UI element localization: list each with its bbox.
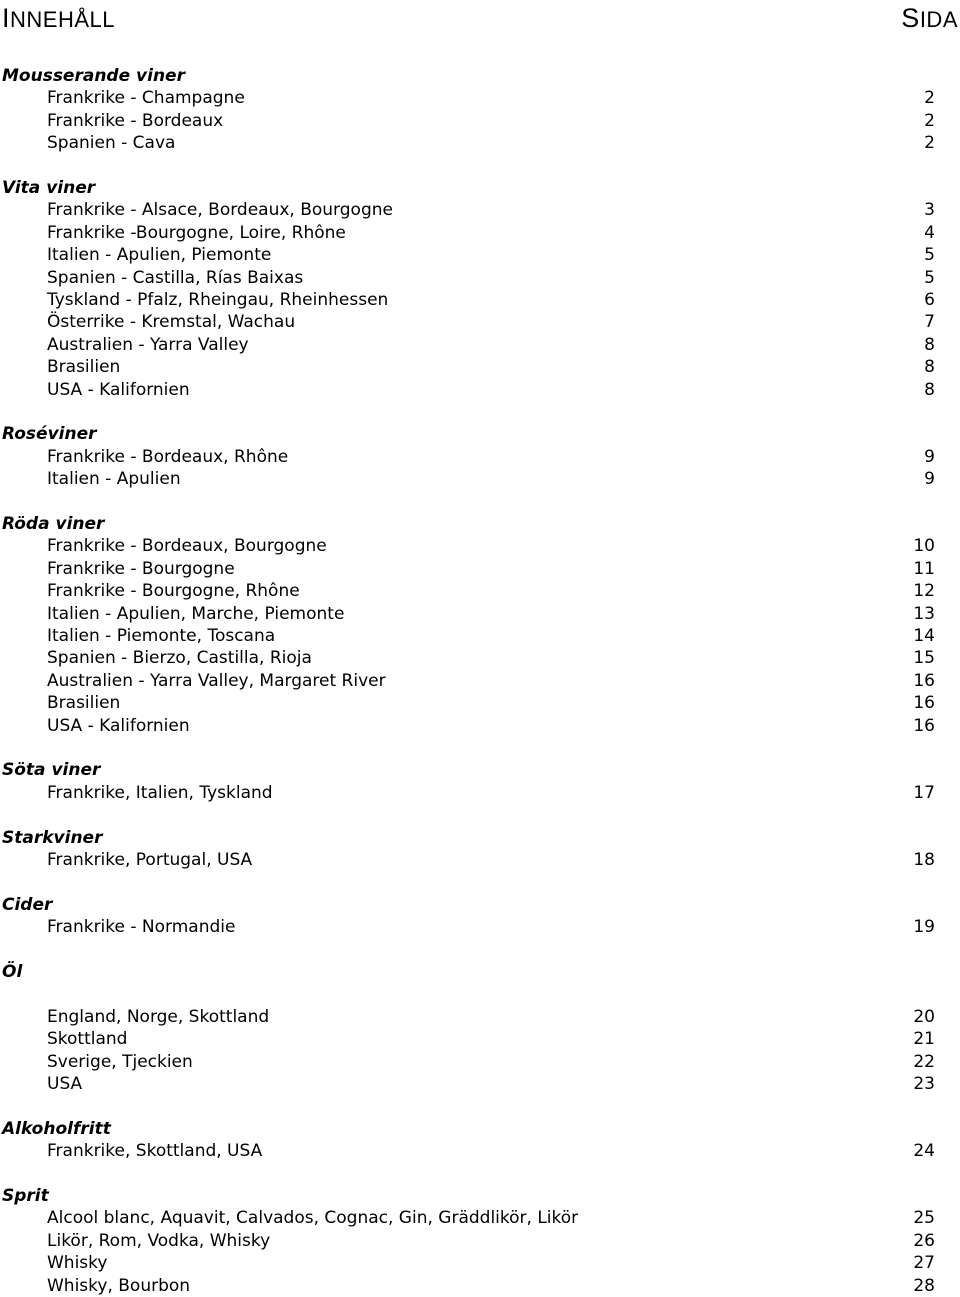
section-heading: Mousserande viner	[2, 66, 185, 86]
section-heading-row	[0, 423, 960, 445]
toc-entry-page-number: 16	[913, 693, 935, 714]
toc-entry[interactable]	[0, 379, 960, 401]
toc-entry-page-number: 5	[924, 245, 935, 266]
toc-entry[interactable]	[0, 311, 960, 333]
toc-entry-page-number: 18	[913, 850, 935, 870]
toc-entry[interactable]	[0, 1051, 960, 1073]
toc-entry-label: Frankrike - Bourgogne	[47, 558, 235, 579]
toc-entry-label: Alcool blanc, Aquavit, Calvados, Cognac, Gin, Gräddlikör, Likör	[47, 1208, 579, 1229]
toc-entry-page-number: 10	[913, 536, 935, 557]
toc-entry-label: Frankrike, Portugal, USA	[47, 850, 253, 870]
toc-entry[interactable]	[0, 289, 960, 311]
section-heading-row	[0, 1118, 960, 1140]
toc-entry-page-number: 19	[913, 917, 935, 938]
page-heading-rest: IDA	[919, 7, 958, 32]
toc-entry-page-number: 2	[924, 88, 935, 109]
toc-entry[interactable]	[0, 267, 960, 289]
toc-entry-label: Italien - Apulien, Marche, Piemonte	[47, 603, 345, 624]
toc-entry-label: USA - Kalifornien	[47, 715, 190, 736]
toc-entry-page-number: 8	[924, 334, 935, 355]
toc-entry-label: Frankrike - Champagne	[47, 88, 245, 109]
toc-entry-label: Spanien - Cava	[47, 133, 176, 154]
toc-entry[interactable]	[0, 916, 960, 938]
toc-entry-label: Tyskland - Pfalz, Rheingau, Rheinhessen	[47, 290, 389, 310]
toc-entry-label: Sverige, Tjeckien	[47, 1051, 193, 1072]
toc-entry[interactable]	[0, 1207, 960, 1229]
toc-entry[interactable]	[0, 1252, 960, 1274]
toc-entry-label: Spanien - Bierzo, Castilla, Rioja	[47, 648, 312, 669]
toc-entry-page-number: 28	[913, 1275, 935, 1296]
toc-entry-label: Whisky	[47, 1253, 108, 1274]
section-heading: Cider	[2, 894, 53, 915]
toc-entry-label: Skottland	[47, 1029, 128, 1050]
toc-entry-page-number: 25	[913, 1208, 935, 1229]
toc-entry-label: Frankrike - Bordeaux, Rhône	[47, 446, 289, 467]
toc-entry-page-number: 2	[924, 110, 935, 131]
toc-entry-label: Frankrike, Skottland, USA	[47, 1141, 263, 1162]
toc-entry-page-number: 27	[913, 1253, 935, 1274]
section-heading-row	[0, 961, 960, 983]
toc-entry-label: Österrike - Kremstal, Wachau	[47, 312, 296, 333]
toc-entry-page-number: 12	[913, 581, 935, 602]
toc-entry-page-number: 22	[913, 1051, 935, 1072]
section-heading: Sprit	[2, 1186, 49, 1206]
section-heading-row	[0, 177, 960, 199]
toc-entry-label: Whisky, Bourbon	[47, 1275, 191, 1296]
toc-entry-page-number: 24	[913, 1141, 935, 1162]
toc-entry-page-number: 14	[913, 626, 935, 646]
section-heading-row	[0, 65, 960, 87]
toc-entry[interactable]	[0, 87, 960, 109]
toc-entry[interactable]	[0, 603, 960, 625]
toc-entry[interactable]	[0, 356, 960, 378]
toc-entry-page-number: 21	[913, 1029, 935, 1050]
toc-entry-page-number: 17	[913, 782, 935, 803]
toc-entry[interactable]	[0, 692, 960, 714]
toc-entry-page-number: 11	[913, 558, 935, 579]
section-heading: Öl	[2, 962, 23, 982]
toc-entry-label: Frankrike - Alsace, Bordeaux, Bourgogne	[47, 200, 393, 221]
toc-entry[interactable]	[0, 625, 960, 647]
toc-entry[interactable]	[0, 468, 960, 490]
toc-entry-label: Frankrike - Normandie	[47, 917, 236, 938]
section-heading-row	[0, 827, 960, 849]
toc-entry-page-number: 5	[924, 267, 935, 288]
toc-entry[interactable]	[0, 1275, 960, 1297]
toc-entry-label: Frankrike - Bordeaux	[47, 110, 224, 131]
title-rest: NNEHÅLL	[10, 7, 115, 32]
toc-entry-page-number: 6	[924, 290, 935, 310]
toc-entry-page-number: 3	[924, 200, 935, 221]
section-heading-row	[0, 1185, 960, 1207]
toc-entry-label: Australien - Yarra Valley, Margaret River	[47, 670, 386, 691]
toc-entry[interactable]	[0, 244, 960, 266]
toc-entry-label: Brasilien	[47, 693, 121, 714]
toc-entry[interactable]	[0, 222, 960, 244]
toc-entry[interactable]	[0, 647, 960, 669]
toc-entry-page-number: 4	[924, 222, 935, 243]
toc-entry-label: Italien - Apulien	[47, 469, 181, 490]
title-initial: I	[2, 3, 11, 33]
toc-entry[interactable]	[0, 580, 960, 602]
toc-entry[interactable]	[0, 558, 960, 580]
toc-entry[interactable]	[0, 535, 960, 557]
toc-entry-label: Italien - Apulien, Piemonte	[47, 245, 272, 266]
toc-entry[interactable]	[0, 110, 960, 132]
toc-entry[interactable]	[0, 715, 960, 737]
toc-entry[interactable]	[0, 782, 960, 804]
section-heading: Alkoholfritt	[2, 1118, 111, 1139]
toc-entry-page-number: 13	[913, 603, 935, 624]
toc-entry-page-number: 23	[913, 1074, 935, 1094]
toc-entry-page-number: 20	[913, 1006, 935, 1027]
toc-entry-label: Spanien - Castilla, Rías Baixas	[47, 267, 304, 288]
toc-entry[interactable]	[0, 199, 960, 221]
section-heading-row	[0, 759, 960, 781]
toc-entry[interactable]	[0, 132, 960, 154]
toc-entry-page-number: 9	[924, 469, 935, 490]
toc-entry-label: Frankrike, Italien, Tyskland	[47, 782, 273, 803]
section-heading-row	[0, 513, 960, 535]
toc-entry-label: Likör, Rom, Vodka, Whisky	[47, 1230, 271, 1251]
toc-entry-page-number: 8	[924, 379, 935, 400]
section-heading-row	[0, 894, 960, 916]
section-heading: Röda viner	[2, 514, 105, 534]
toc-entry-label: Frankrike -Bourgogne, Loire, Rhône	[47, 222, 346, 243]
toc-entry[interactable]	[0, 1230, 960, 1252]
page-heading-initial: S	[901, 3, 920, 33]
toc-entry[interactable]	[0, 1028, 960, 1050]
toc-entry-label: USA	[47, 1074, 83, 1094]
toc-entry[interactable]	[0, 1006, 960, 1028]
toc-entry-page-number: 7	[924, 312, 935, 333]
section-heading: Vita viner	[2, 178, 96, 198]
toc-entry-page-number: 9	[924, 446, 935, 467]
toc-entry-page-number: 16	[913, 715, 935, 736]
toc-entry[interactable]	[0, 334, 960, 356]
toc-entry[interactable]	[0, 446, 960, 468]
toc-entry[interactable]	[0, 1140, 960, 1162]
toc-entry-label: Italien - Piemonte, Toscana	[47, 626, 276, 646]
toc-entry-label: Frankrike - Bordeaux, Bourgogne	[47, 536, 327, 557]
page-title	[2, 1, 115, 37]
toc-entry-label: Frankrike - Bourgogne, Rhône	[47, 581, 300, 602]
toc-entry[interactable]	[0, 670, 960, 692]
toc-entry[interactable]	[0, 849, 960, 871]
toc-entry-label: Brasilien	[47, 357, 121, 378]
toc-entry-page-number: 8	[924, 357, 935, 378]
toc-entry-page-number: 26	[913, 1230, 935, 1251]
section-heading: Starkviner	[2, 827, 103, 848]
toc-entry-page-number: 2	[924, 133, 935, 154]
toc-header	[0, 0, 960, 40]
toc-entry-page-number: 16	[913, 670, 935, 691]
section-heading: Roséviner	[2, 424, 97, 445]
page-column-heading	[901, 1, 958, 37]
toc-entry-page-number: 15	[913, 648, 935, 669]
toc-entry-label: Australien - Yarra Valley	[47, 334, 249, 355]
toc-entry-label: USA - Kalifornien	[47, 379, 190, 400]
toc-entry-label: England, Norge, Skottland	[47, 1006, 270, 1027]
section-heading: Söta viner	[2, 760, 101, 781]
toc-entry[interactable]	[0, 1073, 960, 1095]
